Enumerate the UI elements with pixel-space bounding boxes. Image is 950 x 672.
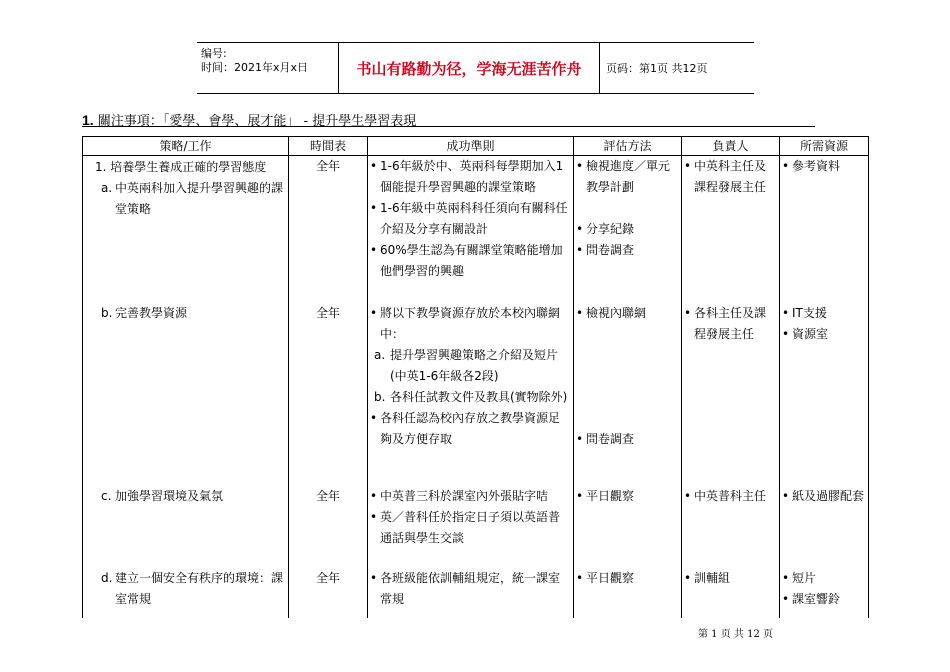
list-item: • 中英普三科於課室內外張貼字咭	[370, 489, 549, 503]
number-label: 编号:	[201, 47, 227, 60]
list-item: • 資源室	[782, 327, 829, 341]
list-item: • 60%學生認為有關課堂策略能增加他們學習的興趣	[370, 243, 563, 278]
header-resources: 所需資源	[780, 137, 869, 156]
header-strategy: 策略/工作	[83, 137, 289, 156]
timeline-cell: 全年	[289, 156, 368, 304]
page-footer: 第 1 页 共 12 页	[698, 629, 773, 640]
header-criteria: 成功準則	[368, 137, 574, 156]
list-item: • 各班級能依訓輔組規定，統一課室常規	[370, 571, 561, 606]
list-item: • 中英普科主任	[684, 489, 767, 503]
list-item: • 課室響鈴	[782, 592, 841, 606]
table-row: 1. 培養學生養成正確的學習態度 a. 中英兩科加入提升學習興趣的課堂策略 全年 • 1-6年級於中、英兩科每學期加入1個能提升學習興趣的課堂策略 • 1-6年級中英兩科科任須向有關科任介紹及分享有關設計 • 60%學生認為有關課堂策略能增加他們學習的興趣 • 檢視進度／單元教學計劃 • 分享紀錄 • 問卷調查 • 中英科主任及課程發展主任 • 參考資料	[83, 156, 869, 304]
header-person: 負責人	[682, 137, 780, 156]
list-item: • 各科主任及課程發展主任	[684, 306, 767, 341]
timeline-cell: 全年	[289, 568, 368, 618]
list-item: • 1-6年級中英兩科科任須向有關科任介紹及分享有關設計	[370, 201, 568, 236]
timeline-cell: 全年	[289, 303, 368, 486]
document-header	[197, 42, 754, 94]
list-item: • 參考資料	[782, 159, 841, 173]
strategy-sub: 加強學習環境及氣氛	[115, 489, 224, 503]
table-row: c. 加強學習環境及氣氛 全年 • 中英普三科於課室內外張貼字咭 • 英／普科任於指定日子須以英語普通話與學生交談 • 平日觀察 • 中英普科主任 • 紙及過膠配套	[83, 486, 869, 568]
header-meta	[197, 43, 339, 93]
strategy-sub: 中英兩科加入提升學習興趣的課堂策略	[115, 181, 284, 216]
list-item: a. 提升學習興趣策略之介紹及短片(中英1-6年級各2段)	[374, 348, 559, 383]
list-item: • 平日觀察	[576, 489, 635, 503]
list-item: • 各科任認為校內存放之教學資源足夠及方便存取	[370, 411, 561, 446]
strategy-sub: 完善教學資源	[115, 306, 188, 320]
section-title-text: 關注事項：「愛學、會學、展才能」 - 提升學生學習表現	[97, 114, 417, 129]
header-timeline: 時間表	[289, 137, 368, 156]
list-item: • 紙及過膠配套	[782, 489, 865, 503]
header-motto: 书山有路勤为径，学海无涯苦作舟	[339, 43, 600, 93]
list-item: • 訓輔組	[684, 571, 731, 585]
list-item: • 1-6年級於中、英兩科每學期加入1個能提升學習興趣的課堂策略	[370, 159, 564, 194]
table-row: b. 完善教學資源 全年 • 將以下教學資源存放於本校內聯網中： a. 提升學習興趣策略之介紹及短片(中英1-6年級各2段) b. 各科任試教文件及教具(實物除外) • 各科任認為校內存放之教學資源足夠及方便存取 • 檢視內聯網 • 問卷調查 • 各科主任及課程發展主任 • IT支援 • 資源室	[83, 303, 869, 486]
header-evaluation: 評估方法	[574, 137, 682, 156]
time-label: 时间：2021年x月x日	[201, 61, 309, 74]
list-item: • 英／普科任於指定日子須以英語普通話與學生交談	[370, 510, 561, 545]
list-item: • 分享紀錄	[576, 222, 635, 236]
list-item: • 問卷調查	[576, 432, 635, 446]
plan-table	[82, 136, 869, 618]
list-item: b. 各科任試教文件及教具(實物除外)	[374, 390, 568, 404]
list-item: • 短片	[782, 571, 817, 585]
list-item: • 檢視進度／單元教學計劃	[576, 159, 671, 194]
list-item: • 平日觀察	[576, 571, 635, 585]
list-item: • 問卷調查	[576, 243, 635, 257]
table-header-row	[83, 137, 869, 156]
section-number: 1.	[82, 112, 94, 128]
list-item: • 將以下教學資源存放於本校內聯網中：	[370, 306, 561, 341]
header-page-info: 页码：第1页 共12页	[606, 62, 708, 75]
strategy-main: 1. 培養學生養成正確的學習態度	[95, 160, 267, 174]
section-underline	[82, 126, 815, 127]
list-item: • 中英科主任及課程發展主任	[684, 159, 767, 194]
strategy-sub: 建立一個安全有秩序的環境：課室常規	[115, 571, 284, 606]
list-item: • IT支援	[782, 306, 827, 320]
timeline-cell: 全年	[289, 486, 368, 568]
table-row: d. 建立一個安全有秩序的環境：課室常規 全年 • 各班級能依訓輔組規定，統一課室常規 • 平日觀察 • 訓輔組 • 短片 • 課室響鈴	[83, 568, 869, 618]
list-item: • 檢視內聯網	[576, 306, 647, 320]
